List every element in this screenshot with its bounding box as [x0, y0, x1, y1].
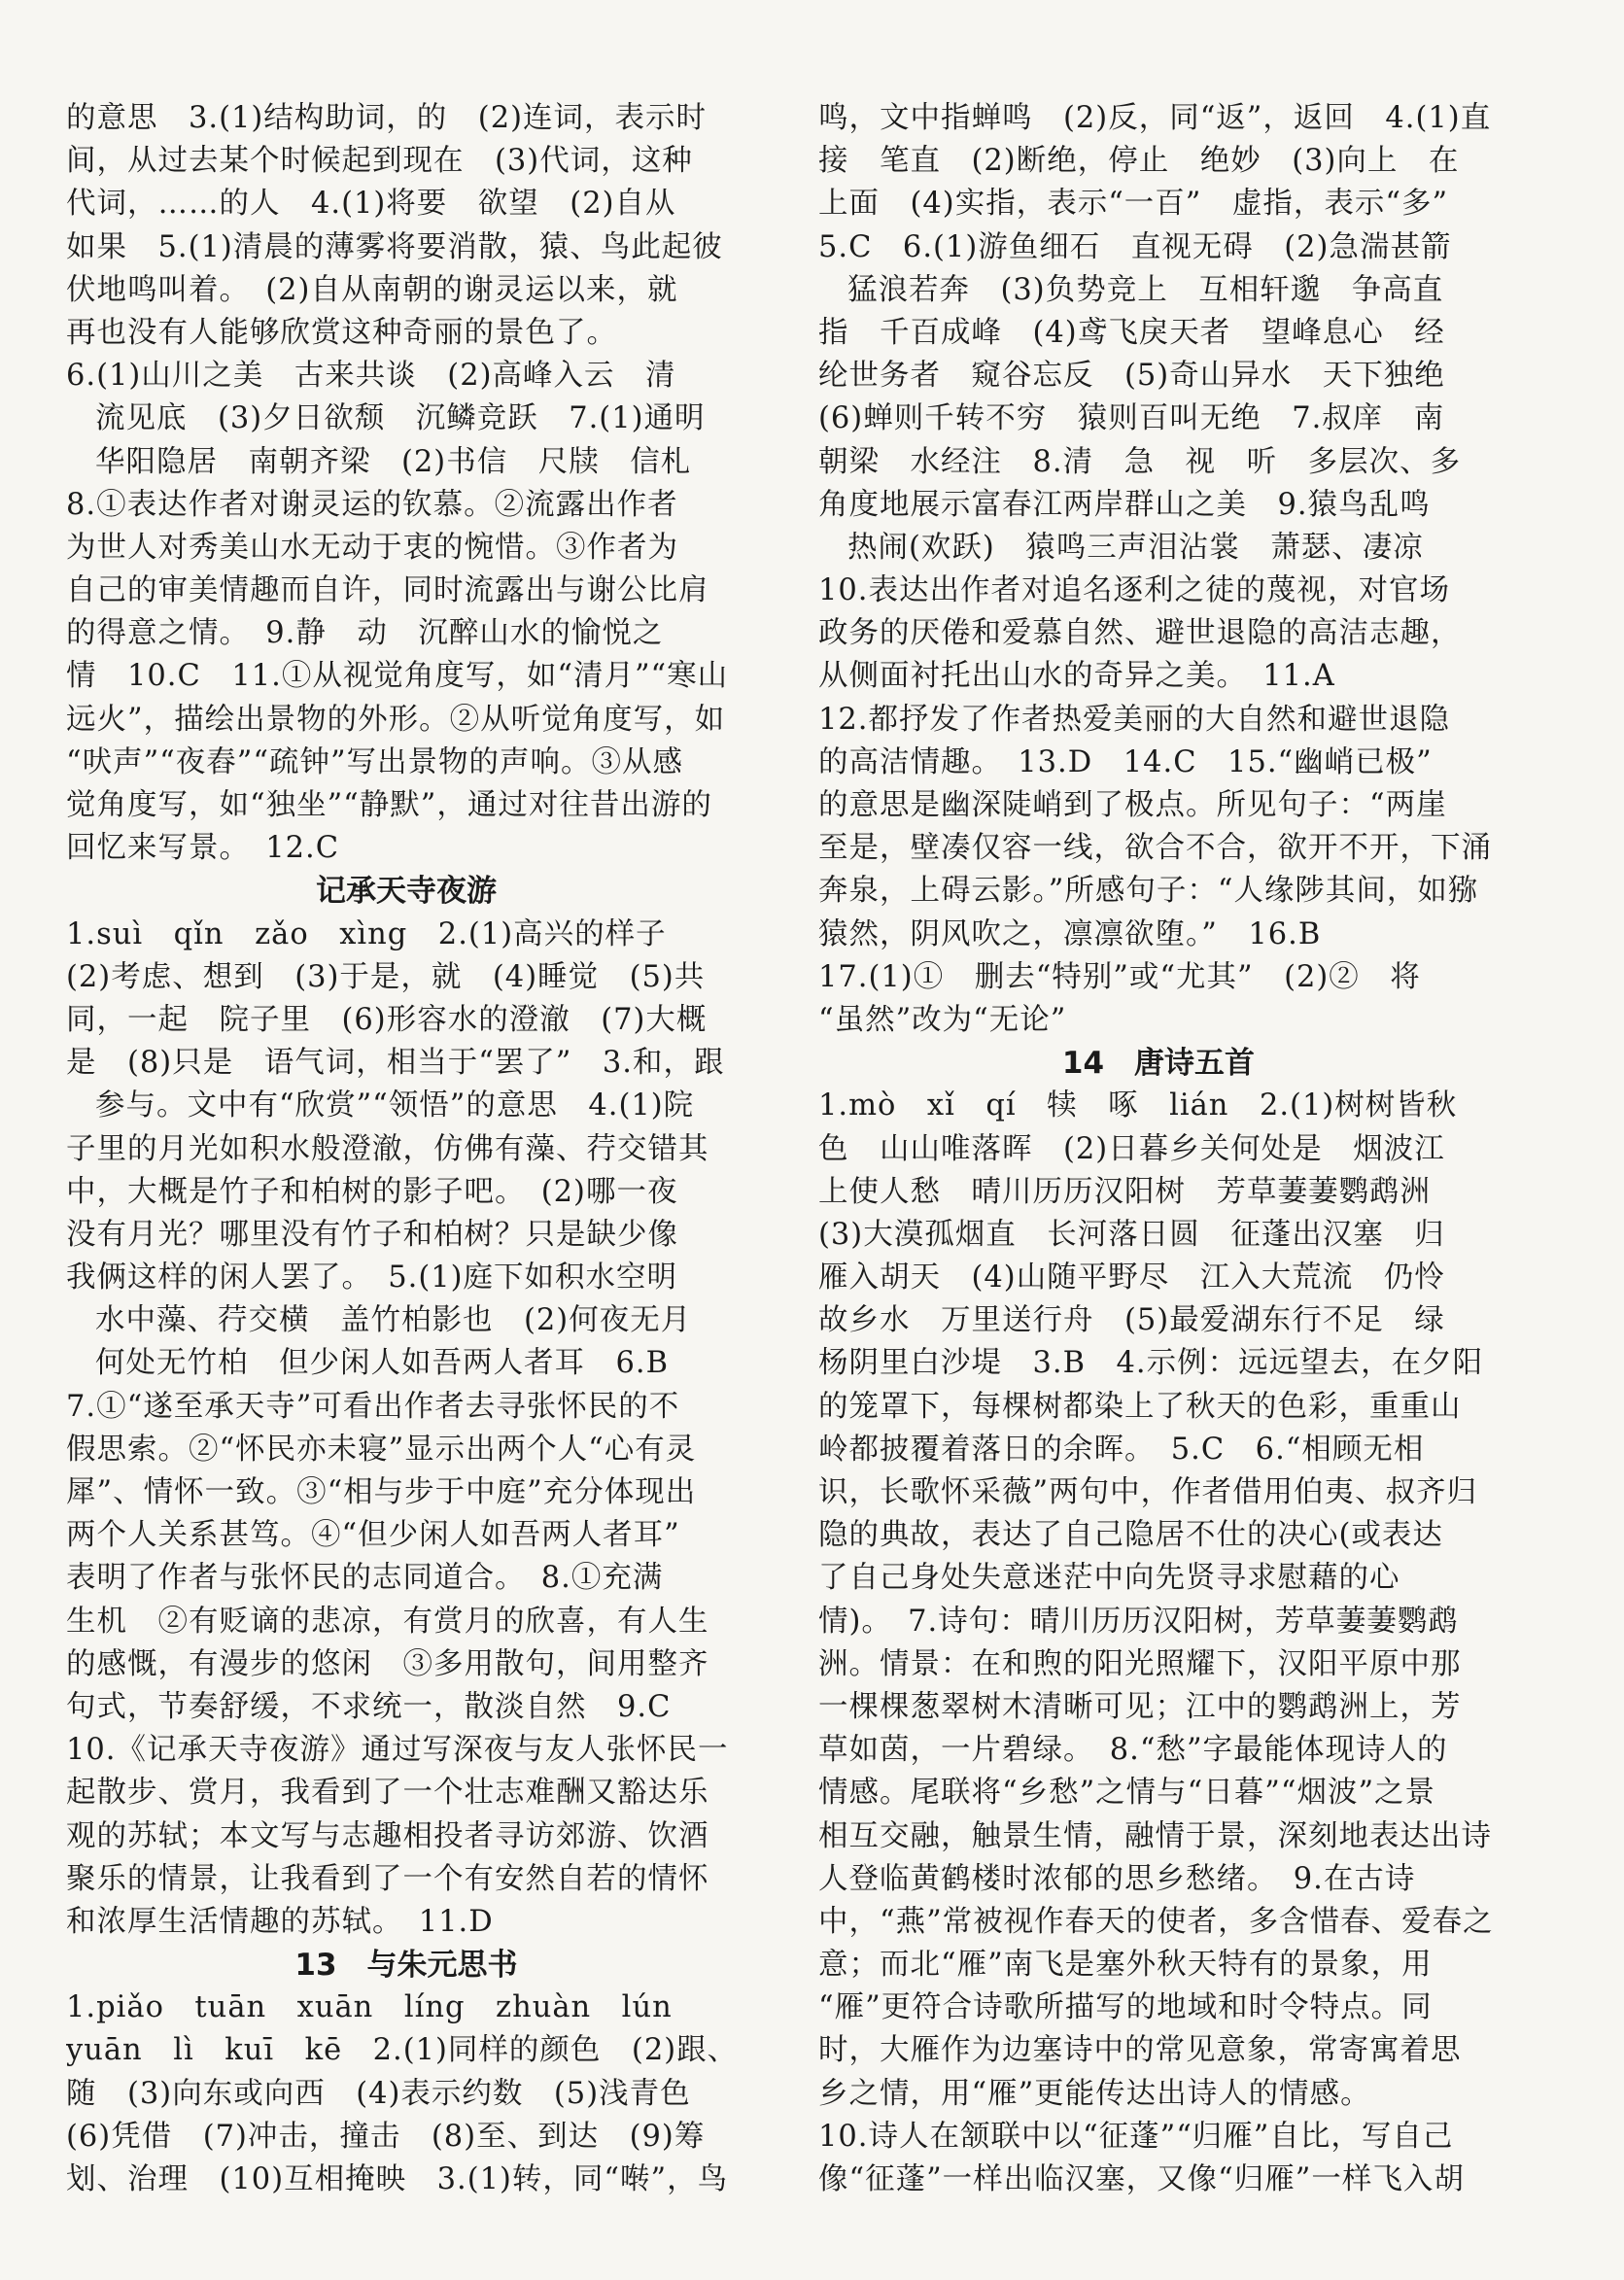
text-line: 划、治理 (10)互相掩映 3.(1)转，同“啭”，鸟 [66, 2162, 729, 2196]
text-line: 雁入胡天 (4)山随平野尽 江入大荒流 仍怜 [818, 1261, 1445, 1295]
text-line: 间，从过去某个时候起到现在 (3)代词，这种 [66, 144, 693, 179]
text-line: 子里的月光如积水般澄澈，仿佛有藻、荇交错其 [66, 1131, 709, 1166]
text-line: 像“征蓬”一样出临汉塞，又像“归雁”一样飞入胡 [818, 2162, 1465, 2196]
text-line: 时，大雁作为边塞诗中的常见意象，常寄寓着思 [818, 2033, 1462, 2068]
text-line: 的感慨，有漫步的悠闲 ③多用散句，间用整齐 [66, 1646, 709, 1681]
text-line: 情)。 7.诗句：晴川历历汉阳树，芳草萋萋鹦鹉 [818, 1604, 1459, 1639]
text-line: 纶世务者 窥谷忘反 (5)奇山异水 天下独绝 [818, 359, 1445, 394]
left-column [66, 97, 746, 2201]
text-line: 的得意之情。 9.静 动 沉醉山水的愉悦之 [66, 616, 664, 651]
text-line: 从侧面衬托出山水的奇异之美。 11.A [818, 659, 1335, 694]
text-line: 8.①表达作者对谢灵运的钦慕。②流露出作者 [66, 487, 678, 522]
text-line: 自己的审美情趣而自许，同时流露出与谢公比肩 [66, 573, 709, 608]
text-line: 随 (3)向东或向西 (4)表示约数 (5)浅青色 [66, 2076, 691, 2111]
text-line: “虽然”改为“无论” [818, 1002, 1067, 1037]
text-line: 角度地展示富春江两岸群山之美 9.猿鸟乱鸣 [818, 487, 1431, 522]
text-line: 10.诗人在颔联中以“征蓬”“归雁”自比，写自己 [818, 2119, 1454, 2154]
text-line: 鸣，文中指蝉鸣 (2)反，同“返”，返回 4.(1)直 [818, 101, 1492, 135]
text-line: (6)凭借 (7)冲击，撞击 (8)至、到达 (9)筹 [66, 2119, 706, 2154]
text-line: 5.C 6.(1)游鱼细石 直视无碍 (2)急湍甚箭 [818, 229, 1452, 264]
text-line: (6)蝉则千转不穷 猿则百叫无绝 7.叔庠 南 [818, 401, 1445, 436]
text-line: 何处无竹柏 但少闲人如吾两人者耳 6.B [95, 1346, 670, 1381]
text-line: 聚乐的情景，让我看到了一个有安然自若的情怀 [66, 1861, 709, 1896]
text-line: yuān lì kuī kē 2.(1)同样的颜色 (2)跟、 [66, 2033, 739, 2068]
text-line: 情 10.C 11.①从视觉角度写，如“清月”“寒山 [66, 659, 729, 694]
text-line: 色 山山唯落晖 (2)日暮乡关何处是 烟波江 [818, 1131, 1445, 1166]
text-line: 的意思 3.(1)结构助词，的 (2)连词，表示时 [66, 101, 708, 135]
text-line: 回忆来写景。 12.C [66, 831, 340, 866]
text-line: 没有月光？哪里没有竹子和柏树？只是缺少像 [66, 1217, 678, 1252]
text-line: 觉角度写，如“独坐”“静默”，通过对往昔出游的 [66, 788, 712, 822]
text-line: 的意思是幽深陡峭到了极点。所见句子：“两崖 [818, 788, 1447, 822]
text-line: 17.(1)① 删去“特别”或“尤其” (2)② 将 [818, 959, 1421, 994]
text-line: 华阳隐居 南朝齐梁 (2)书信 尺牍 信札 [95, 444, 692, 479]
text-line: 了自己身处失意迷茫中向先贤寻求慰藉的心 [818, 1561, 1400, 1596]
text-line: (2)考虑、想到 (3)于是，就 (4)睡觉 (5)共 [66, 959, 706, 994]
text-line: 10.表达出作者对追名逐利之徒的蔑视，对官场 [818, 573, 1451, 608]
text-line: 水中藻、荇交横 盖竹柏影也 (2)何夜无月 [95, 1303, 692, 1338]
text-line: “雁”更符合诗歌所描写的地域和时令特点。同 [818, 1990, 1433, 2025]
text-line: 猛浪若奔 (3)负势竞上 互相轩邈 争高直 [847, 272, 1444, 307]
text-line: 我俩这样的闲人罢了。 5.(1)庭下如积水空明 [66, 1261, 678, 1295]
text-line: 假思索。②“怀民亦未寝”显示出两个人“心有灵 [66, 1432, 697, 1467]
right-column [818, 97, 1499, 2201]
text-line: 朝梁 水经注 8.清 急 视 听 多层次、多 [818, 444, 1462, 479]
text-line: 洲。情景：在和煦的阳光照耀下，汉阳平原中那 [818, 1646, 1462, 1681]
text-line: 岭都披覆着落日的余晖。 5.C 6.“相顾无相 [818, 1432, 1425, 1467]
text-line: 生机 ②有贬谪的悲凉，有赏月的欣喜，有人生 [66, 1604, 709, 1639]
text-line: 政务的厌倦和爱慕自然、避世退隐的高洁志趣， [818, 616, 1462, 651]
text-line: 上面 (4)实指，表示“一百” 虚指，表示“多” [818, 187, 1449, 222]
text-line: 隐的典故，表达了自己隐居不仕的决心(或表达 [818, 1518, 1443, 1553]
text-line: 指 千百成峰 (4)鸢飞戾天者 望峰息心 经 [818, 315, 1445, 350]
text-line: 中，大概是竹子和柏树的影子吧。 (2)哪一夜 [66, 1174, 678, 1209]
text-line: 杨阴里白沙堤 3.B 4.示例：远远望去，在夕阳 [818, 1346, 1484, 1381]
text-line: 句式，节奏舒缓，不求统一，散淡自然 9.C [66, 1689, 672, 1724]
text-line: 中，“燕”常被视作春天的使者，多含惜春、爱春之 [818, 1904, 1494, 1939]
text-line: 参与。文中有“欣赏”“领悟”的意思 4.(1)院 [95, 1088, 695, 1123]
text-line: (3)大漠孤烟直 长河落日圆 征蓬出汉塞 归 [818, 1217, 1445, 1252]
text-line: “吠声”“夜舂”“疏钟”写出景物的声响。③从感 [66, 744, 684, 779]
text-line: 热闹(欢跃) 猿鸣三声泪沾裳 萧瑟、凄凉 [847, 530, 1424, 565]
text-line: 意；而北“雁”南飞是塞外秋天特有的景象，用 [818, 1948, 1433, 1983]
text-line: 犀”、情怀一致。③“相与步于中庭”充分体现出 [66, 1475, 697, 1509]
text-line: 两个人关系甚笃。④“但少闲人如吾两人者耳” [66, 1518, 680, 1553]
text-line: 7.①“遂至承天寺”可看出作者去寻张怀民的不 [66, 1389, 680, 1424]
text-line: 代词，……的人 4.(1)将要 欲望 (2)自从 [66, 187, 676, 222]
text-line: 1.mò xǐ qí 犊 啄 lián 2.(1)树树皆秋 [818, 1088, 1458, 1123]
text-line: 10.《记承天寺夜游》通过写深夜与友人张怀民一 [66, 1733, 729, 1768]
text-line: 远火”，描绘出景物的外形。②从听觉角度写，如 [66, 702, 726, 737]
text-line: 的笼罩下，每棵树都染上了秋天的色彩，重重山 [818, 1389, 1462, 1424]
text-line: 上使人愁 晴川历历汉阳树 芳草萋萋鹦鹉洲 [818, 1174, 1431, 1209]
text-line: 表明了作者与张怀民的志同道合。 8.①充满 [66, 1561, 664, 1596]
text-line: 起散步、赏月，我看到了一个壮志难酬又豁达乐 [66, 1776, 709, 1811]
text-line: 情感。尾联将“乡愁”之情与“日暮”“烟波”之景 [818, 1776, 1436, 1811]
text-line: 是 (8)只是 语气词，相当于“罢了” 3.和，跟 [66, 1046, 725, 1081]
text-line: 1.suì qǐn zǎo xìng 2.(1)高兴的样子 [66, 916, 667, 951]
section-title: 记承天寺夜游 [316, 874, 497, 910]
text-line: 相互交融，触景生情，融情于景，深刻地表达出诗 [818, 1818, 1492, 1853]
text-line: 故乡水 万里送行舟 (5)最爱湖东行不足 绿 [818, 1303, 1445, 1338]
text-line: 6.(1)山川之美 古来共谈 (2)高峰入云 清 [66, 359, 676, 394]
text-line: 人登临黄鹤楼时浓郁的思乡愁绪。 9.在古诗 [818, 1861, 1416, 1896]
text-line: 奔泉，上碍云影。”所感句子：“人缘陟其间，如猕 [818, 874, 1479, 909]
text-line: 猿然，阴风吹之，凛凛欲堕。” 16.B [818, 916, 1322, 951]
text-line: 至是，壁凑仅容一线，欲合不合，欲开不开，下涌 [818, 831, 1492, 866]
text-line: 1.piǎo tuān xuān líng zhuàn lún [66, 1990, 673, 2025]
text-line: 接 笔直 (2)断绝，停止 绝妙 (3)向上 在 [818, 144, 1460, 179]
text-line: 识，长歌怀采薇”两句中，作者借用伯夷、叔齐归 [818, 1475, 1478, 1509]
text-line: 再也没有人能够欣赏这种奇丽的景色了。 [66, 315, 617, 350]
text-line: 伏地鸣叫着。 (2)自从南朝的谢灵运以来，就 [66, 272, 678, 307]
text-line: 如果 5.(1)清晨的薄雾将要消散，猿、鸟此起彼 [66, 229, 723, 264]
text-line: 12.都抒发了作者热爱美丽的大自然和避世退隐 [818, 702, 1451, 737]
text-line: 和浓厚生活情趣的苏轼。 11.D [66, 1904, 494, 1939]
section-title: 14 唐诗五首 [1061, 1046, 1256, 1082]
text-line: 为世人对秀美山水无动于衷的惋惜。③作者为 [66, 530, 678, 565]
text-line: 一棵棵葱翠树木清晰可见；江中的鹦鹉洲上，芳 [818, 1689, 1462, 1724]
text-line: 流见底 (3)夕日欲颓 沉鳞竞跃 7.(1)通明 [95, 401, 706, 436]
text-line: 观的苏轼；本文写与志趣相投者寻访郊游、饮酒 [66, 1818, 709, 1853]
text-line: 草如茵，一片碧绿。 8.“愁”字最能体现诗人的 [818, 1733, 1448, 1768]
section-title: 13 与朱元思书 [294, 1948, 518, 1984]
text-line: 的高洁情趣。 13.D 14.C 15.“幽峭已极” [818, 744, 1433, 779]
text-line: 同，一起 院子里 (6)形容水的澄澈 (7)大概 [66, 1002, 708, 1037]
text-line: 乡之情，用“雁”更能传达出诗人的情感。 [818, 2076, 1371, 2111]
